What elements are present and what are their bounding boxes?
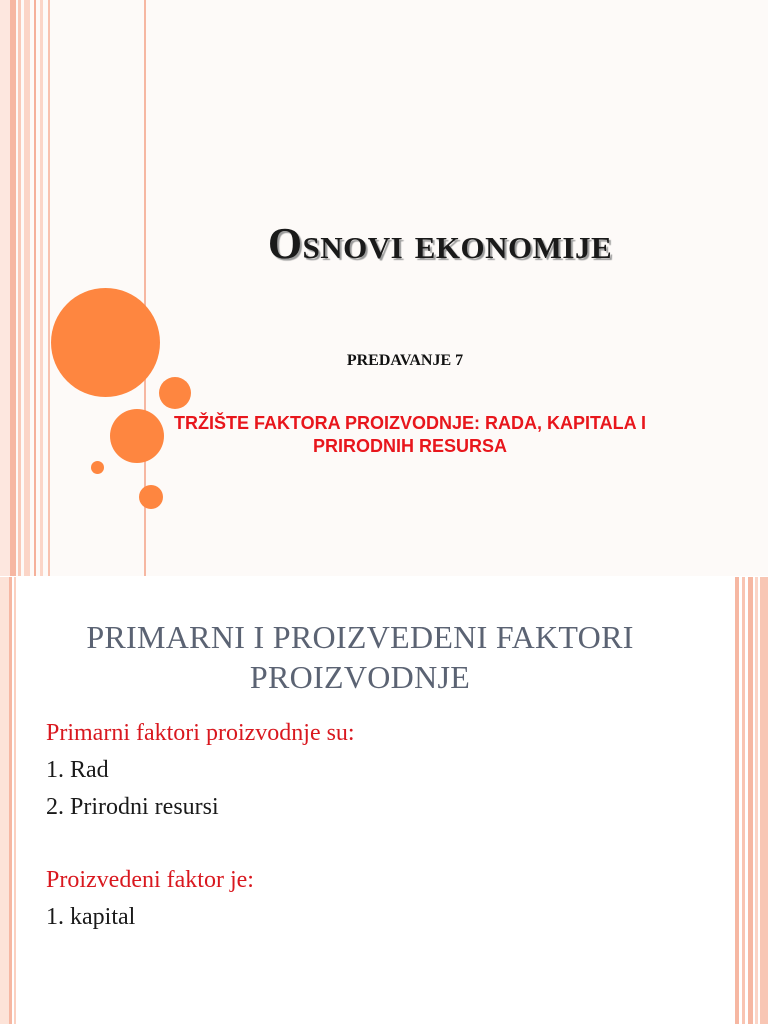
decorative-stripe (10, 0, 16, 576)
decorative-circle-large (51, 288, 160, 397)
decorative-stripe (24, 0, 30, 576)
slide-title (40, 617, 680, 697)
list-item: 1. kapital (46, 904, 136, 930)
decorative-circle-small (139, 485, 163, 509)
decorative-stripe (40, 0, 43, 576)
decorative-stripe (14, 577, 16, 1024)
decorative-stripe (760, 577, 768, 1024)
list-item: 1. Rad (46, 757, 109, 783)
decorative-stripe (34, 0, 36, 576)
lecture-topic-line: PRIRODNIH RESURSA (312, 436, 508, 456)
slide-title: Osnovi ekonomije (267, 219, 613, 268)
decorative-stripe (748, 577, 753, 1024)
primary-factors-heading: Primarni faktori proizvodnje su: (46, 720, 355, 746)
decorative-stripe (742, 577, 745, 1024)
produced-factor-heading: Proizvedeni faktor je: (46, 867, 254, 893)
decorative-stripe (0, 0, 10, 576)
content-slide (0, 577, 768, 1024)
lecture-topic-line: TRŽIŠTE FAKTORA PROIZVODNJE: RADA, KAPITALA I (173, 413, 646, 433)
slide-body (46, 715, 686, 936)
decorative-circle-tiny (91, 461, 104, 474)
decorative-stripe (0, 577, 9, 1024)
decorative-circle-small (159, 377, 191, 409)
slide-title-line: PRIMARNI I PROIZVEDENI FAKTORI (86, 619, 634, 655)
lecture-topic (110, 412, 710, 458)
decorative-stripe (9, 577, 12, 1024)
list-item: 2. Prirodni resursi (46, 794, 219, 820)
decorative-stripe (735, 577, 739, 1024)
spacer (46, 826, 686, 862)
slide-title-line: PROIZVODNJE (249, 659, 471, 695)
decorative-stripe (48, 0, 50, 576)
decorative-stripe (18, 0, 21, 576)
decorative-stripe (755, 577, 758, 1024)
lecture-number: PREDAVANJE 7 (346, 352, 464, 369)
